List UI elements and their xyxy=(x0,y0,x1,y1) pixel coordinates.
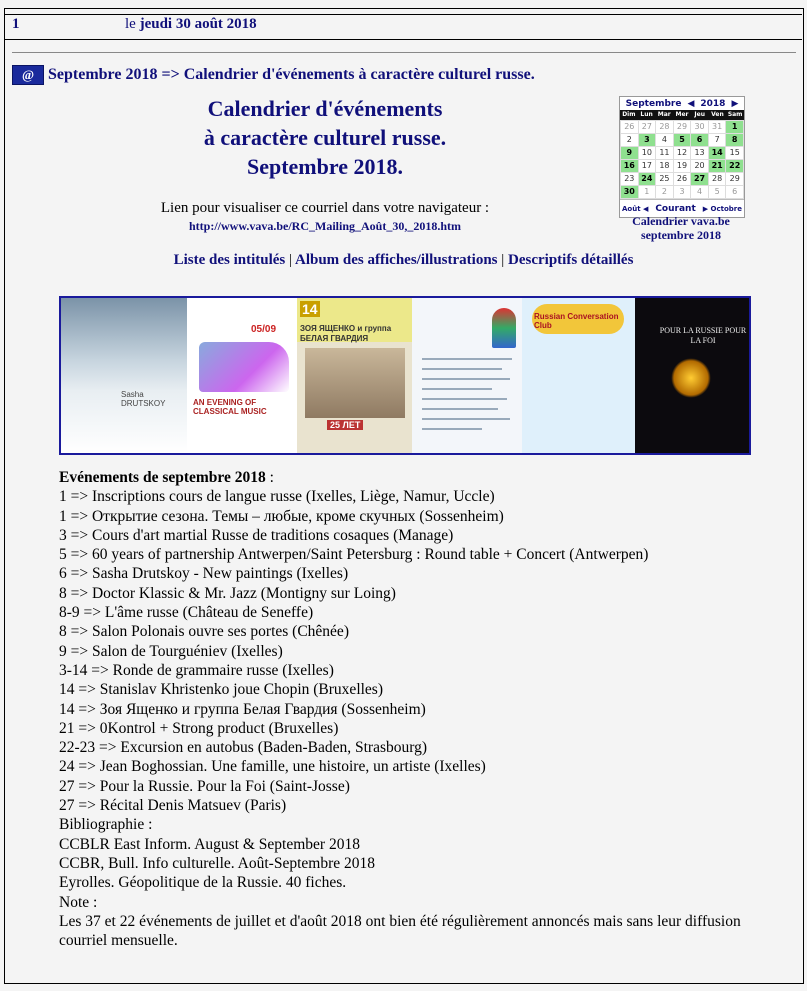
note-text: Les 37 et 22 événements de juillet et d'août 2018 ont bien été régulièrement annoncés mais sans leur diffusion courriel mensuelle. xyxy=(59,912,741,950)
event-item[interactable]: 6 => Sasha Drutskoy - New paintings (Ixelles) xyxy=(59,565,349,583)
bibliography-list xyxy=(59,835,759,893)
events-content xyxy=(59,468,759,950)
event-item[interactable]: 27 => Récital Denis Matsuev (Paris) xyxy=(59,797,287,815)
calendar-day[interactable]: 22 xyxy=(726,160,743,172)
poster-pour-la-russie[interactable] xyxy=(635,298,749,453)
calendar-day[interactable]: 15 xyxy=(726,147,743,159)
bibliography-label: Bibliographie : xyxy=(59,816,153,834)
poster-strip[interactable] xyxy=(59,296,751,455)
calendar-day[interactable]: 5 xyxy=(709,186,726,198)
event-item[interactable]: 3 => Cours d'art martial Russe de traditions cosaques (Manage) xyxy=(59,526,454,544)
calendar-day[interactable]: 28 xyxy=(656,121,673,133)
poster-classical-date: 05/09 xyxy=(251,324,277,335)
event-item[interactable]: 8 => Doctor Klassic & Mr. Jazz (Montigny sur Loing) xyxy=(59,584,396,602)
note-label: Note : xyxy=(59,893,98,911)
browser-link-url[interactable]: http://www.vava.be/RC_Mailing_Août_30,_2018.htm xyxy=(188,219,461,233)
calendar-day[interactable]: 29 xyxy=(674,121,691,133)
event-item[interactable]: 1 => Inscriptions cours de langue russe (Ixelles, Liège, Namur, Uccle) xyxy=(59,488,495,506)
browser-link-block xyxy=(110,200,540,234)
calendar-next-label: Octobre xyxy=(710,204,742,213)
calendar-day[interactable]: 2 xyxy=(656,186,673,198)
poster-yashchenko[interactable] xyxy=(297,298,412,453)
calendar-day[interactable]: 27 xyxy=(691,173,708,185)
event-item[interactable]: 24 => Jean Boghossian. Une famille, une histoire, un artiste (Ixelles) xyxy=(59,758,486,776)
poster-classical-text: AN EVENING OF CLASSICAL MUSIC xyxy=(193,398,267,416)
calendar-day[interactable]: 19 xyxy=(674,160,691,172)
cathedral-dome-illustration xyxy=(492,308,516,348)
event-item[interactable]: 5 => 60 years of partnership Antwerpen/Saint Petersburg : Round table + Concert (Antwerpen) xyxy=(59,546,649,564)
event-item[interactable]: 14 => Stanislav Khristenko joue Chopin (Bruxelles) xyxy=(59,681,384,699)
calendar-weekday: Dim xyxy=(620,110,638,120)
calendar-day[interactable]: 21 xyxy=(709,160,726,172)
calendar-day[interactable]: 12 xyxy=(674,147,691,159)
next-month-arrow-icon[interactable]: ▶ xyxy=(731,98,739,109)
poster-club-text: Russian Conversation Club xyxy=(534,312,619,330)
calendar-day[interactable]: 31 xyxy=(709,121,726,133)
text-line xyxy=(422,408,498,410)
poster-drutskoy[interactable] xyxy=(61,298,187,453)
calendar-header xyxy=(620,97,744,110)
date-value: jeudi 30 août 2018 xyxy=(139,16,257,32)
calendar-day[interactable]: 3 xyxy=(674,186,691,198)
calendar-day[interactable]: 5 xyxy=(674,134,691,146)
calendar-day[interactable]: 11 xyxy=(656,147,673,159)
link-separator: | xyxy=(501,252,505,268)
calendar-weekday: Sam xyxy=(727,111,743,118)
calendar-caption-line1: Calendrier vava.be xyxy=(632,214,730,228)
calendar-weekday: Lun xyxy=(638,110,656,120)
calendar-prev-label: Août xyxy=(622,204,641,213)
lamp-illustration xyxy=(671,358,711,398)
poster-yashchenko-text: ЗОЯ ЯЩЕНКО и группа БЕЛАЯ ГВАРДИЯ xyxy=(300,324,392,343)
calendar-day[interactable]: 24 xyxy=(639,173,656,185)
main-title-line1: Calendrier d'événements xyxy=(207,96,443,121)
calendar-day[interactable]: 28 xyxy=(709,173,726,185)
calendar-day[interactable]: 14 xyxy=(709,147,726,159)
event-item[interactable]: 8-9 => L'âme russe (Château de Seneffe) xyxy=(59,604,314,622)
calendar-day[interactable]: 30 xyxy=(691,121,708,133)
section-links xyxy=(0,252,807,269)
event-item[interactable]: 3-14 => Ronde de grammaire russe (Ixelles) xyxy=(59,661,334,679)
event-item[interactable]: 22-23 => Excursion en autobus (Baden-Baden, Strasbourg) xyxy=(59,739,428,757)
events-list xyxy=(59,487,759,815)
link-separator: | xyxy=(289,252,293,268)
main-title-line3: Septembre 2018. xyxy=(246,154,404,179)
calendar-weekday: Mar xyxy=(655,110,673,120)
calendar-day[interactable]: 8 xyxy=(726,134,743,146)
calendar-day[interactable]: 9 xyxy=(621,147,638,159)
calendar-day[interactable]: 20 xyxy=(691,160,708,172)
text-line xyxy=(422,368,502,370)
calendar-day[interactable]: 10 xyxy=(639,147,656,159)
calendar-current-link[interactable]: Courant xyxy=(655,203,696,214)
piano-illustration xyxy=(199,342,289,392)
mini-calendar xyxy=(619,96,745,218)
link-titles-list[interactable]: Liste des intitulés xyxy=(173,252,286,268)
link-detailed-descriptions[interactable]: Descriptifs détaillés xyxy=(508,252,634,268)
calendar-day[interactable]: 7 xyxy=(709,134,726,146)
calendar-day[interactable]: 2 xyxy=(621,134,638,146)
events-heading-line xyxy=(59,468,759,487)
events-heading-suffix: : xyxy=(265,469,274,486)
calendar-day[interactable]: 17 xyxy=(639,160,656,172)
band-photo xyxy=(305,348,405,418)
calendar-year: 2018 xyxy=(700,98,726,109)
poster-classical-music[interactable] xyxy=(187,298,297,453)
calendar-weekdays xyxy=(620,110,744,120)
event-item[interactable]: 21 => 0Kontrol + Strong product (Bruxelles) xyxy=(59,719,339,737)
calendar-caption[interactable] xyxy=(614,214,748,242)
event-item[interactable]: 14 => Зоя Ященко и группа Белая Гвардия (Sossenheim) xyxy=(59,700,426,718)
calendar-weekday: Ven xyxy=(709,110,727,120)
main-title xyxy=(110,94,540,181)
text-line xyxy=(422,358,512,360)
event-item[interactable]: 1 => Открытие сезона. Темы – любые, кроме скучных (Sossenheim) xyxy=(59,507,504,525)
calendar-day[interactable]: 4 xyxy=(656,134,673,146)
calendar-grid xyxy=(620,120,744,199)
calendar-day[interactable]: 1 xyxy=(639,186,656,198)
calendar-day[interactable]: 16 xyxy=(621,160,638,172)
main-title-line2: à caractère culturel russe. xyxy=(203,125,447,150)
bibliography-item: Eyrolles. Géopolitique de la Russie. 40 fiches. xyxy=(59,874,347,892)
poster-conversation-club[interactable] xyxy=(522,298,635,453)
calendar-day[interactable]: 29 xyxy=(726,173,743,185)
page-number: 1 xyxy=(12,16,20,32)
calendar-day[interactable]: 30 xyxy=(621,186,638,198)
text-line xyxy=(422,388,492,390)
calendar-day[interactable]: 25 xyxy=(656,173,673,185)
calendar-day[interactable]: 6 xyxy=(691,134,708,146)
event-item[interactable]: 8 => Salon Polonais ouvre ses portes (Chênée) xyxy=(59,623,349,641)
date-prefix: le xyxy=(125,16,140,32)
bibliography-item: CCBLR East Inform. August & September 2018 xyxy=(59,835,360,853)
poster-yashchenko-date: 14 xyxy=(302,301,318,317)
calendar-prev-link[interactable]: Août ◀ xyxy=(622,204,649,213)
calendar-day[interactable]: 13 xyxy=(691,147,708,159)
calendar-day[interactable]: 1 xyxy=(726,121,743,133)
poster-yashchenko-years: 25 ЛЕТ xyxy=(327,420,363,430)
prev-month-arrow-icon[interactable]: ◀ xyxy=(687,98,695,109)
text-line xyxy=(422,378,510,380)
poster-drutskoy-text: Sasha DRUTSKOY xyxy=(121,390,166,408)
divider xyxy=(12,52,796,53)
poster-russie-text: POUR LA RUSSIE POUR LA FOI xyxy=(659,326,747,345)
poster-flyer[interactable] xyxy=(412,298,522,453)
text-line xyxy=(422,418,510,420)
calendar-day[interactable]: 3 xyxy=(639,134,656,146)
calendar-month: Septembre xyxy=(625,98,682,109)
browser-link-label: Lien pour visualiser ce courriel dans votre navigateur : xyxy=(160,200,490,216)
at-mail-icon[interactable]: @ xyxy=(12,65,44,85)
text-line xyxy=(422,398,507,400)
text-line xyxy=(422,428,482,430)
page-header xyxy=(5,14,802,40)
calendar-weekday: Mer xyxy=(673,110,691,120)
calendar-day[interactable]: 27 xyxy=(639,121,656,133)
event-item[interactable]: 9 => Salon de Tourguéniev (Ixelles) xyxy=(59,642,283,660)
subject-title: Septembre 2018 => Calendrier d'événements à caractère culturel russe. xyxy=(48,66,535,83)
calendar-day[interactable]: 26 xyxy=(621,121,638,133)
event-item[interactable]: 27 => Pour la Russie. Pour la Foi (Saint-Josse) xyxy=(59,777,350,795)
calendar-day[interactable]: 23 xyxy=(621,173,638,185)
calendar-weekday: Jeu xyxy=(691,110,709,120)
calendar-day[interactable]: 4 xyxy=(691,186,708,198)
calendar-day[interactable]: 6 xyxy=(726,186,743,198)
header-date xyxy=(125,16,257,33)
calendar-caption-line2: septembre 2018 xyxy=(640,228,722,242)
calendar-day[interactable]: 18 xyxy=(656,160,673,172)
events-heading: Evénements de septembre 2018 xyxy=(59,469,266,486)
subject-line xyxy=(12,64,535,86)
link-posters-album[interactable]: Album des affiches/illustrations xyxy=(294,252,498,268)
calendar-day[interactable]: 26 xyxy=(674,173,691,185)
bibliography-item: CCBR, Bull. Info culturelle. Août-Septembre 2018 xyxy=(59,854,375,872)
calendar-next-link[interactable]: ▶ Octobre xyxy=(702,204,742,213)
